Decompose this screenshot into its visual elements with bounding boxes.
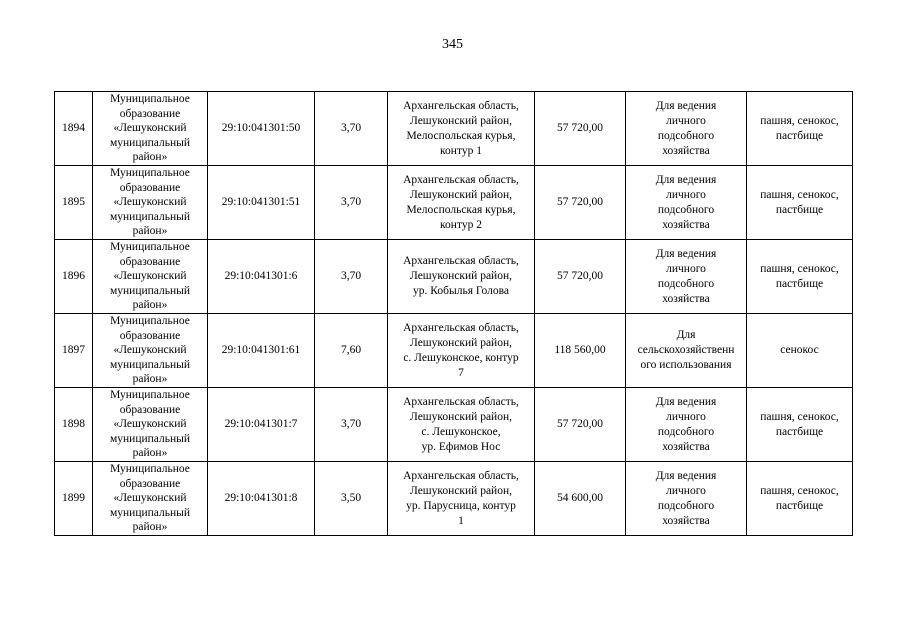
address-cell: Архангельская область, Лешуконский район, с. Лешуконское, контур 7 <box>388 314 535 388</box>
cost-cell: 118 560,00 <box>535 314 626 388</box>
purpose-cell: Для ведения личного подсобного хозяйства <box>626 92 747 166</box>
purpose-cell: Для ведения личного подсобного хозяйства <box>626 388 747 462</box>
usage-cell: сенокос <box>747 314 853 388</box>
cadastral-number: 29:10:041301:51 <box>208 166 315 240</box>
cadastral-number: 29:10:041301:8 <box>208 462 315 536</box>
page-number: 345 <box>442 37 463 52</box>
area-cell: 3,70 <box>315 388 388 462</box>
purpose-cell: Для ведения личного подсобного хозяйства <box>626 240 747 314</box>
record-number: 1897 <box>55 314 93 388</box>
table-row <box>55 314 853 388</box>
cadastral-number: 29:10:041301:61 <box>208 314 315 388</box>
purpose-cell: Для сельскохозяйственн ого использования <box>626 314 747 388</box>
owner-cell: Муниципальное образование «Лешуконский муниципальный район» <box>93 92 208 166</box>
area-cell: 3,70 <box>315 166 388 240</box>
area-cell: 3,70 <box>315 240 388 314</box>
address-cell: Архангельская область, Лешуконский район, ур. Кобылья Голова <box>388 240 535 314</box>
cost-cell: 57 720,00 <box>535 166 626 240</box>
usage-cell: пашня, сенокос, пастбище <box>747 388 853 462</box>
record-number: 1894 <box>55 92 93 166</box>
usage-cell: пашня, сенокос, пастбище <box>747 166 853 240</box>
table-row <box>55 462 853 536</box>
table-row <box>55 388 853 462</box>
record-number: 1895 <box>55 166 93 240</box>
table-row <box>55 92 853 166</box>
owner-cell: Муниципальное образование «Лешуконский муниципальный район» <box>93 462 208 536</box>
address-cell: Архангельская область, Лешуконский район, Мелоспольская курья, контур 1 <box>388 92 535 166</box>
record-number: 1898 <box>55 388 93 462</box>
owner-cell: Муниципальное образование «Лешуконский муниципальный район» <box>93 314 208 388</box>
address-cell: Архангельская область, Лешуконский район, с. Лешуконское, ур. Ефимов Нос <box>388 388 535 462</box>
cadastral-number: 29:10:041301:50 <box>208 92 315 166</box>
cost-cell: 57 720,00 <box>535 388 626 462</box>
usage-cell: пашня, сенокос, пастбище <box>747 240 853 314</box>
purpose-cell: Для ведения личного подсобного хозяйства <box>626 166 747 240</box>
owner-cell: Муниципальное образование «Лешуконский муниципальный район» <box>93 240 208 314</box>
usage-cell: пашня, сенокос, пастбище <box>747 462 853 536</box>
usage-cell: пашня, сенокос, пастбище <box>747 92 853 166</box>
area-cell: 3,70 <box>315 92 388 166</box>
table-row <box>55 240 853 314</box>
owner-cell: Муниципальное образование «Лешуконский муниципальный район» <box>93 166 208 240</box>
land-registry-table <box>54 91 853 536</box>
purpose-cell: Для ведения личного подсобного хозяйства <box>626 462 747 536</box>
area-cell: 3,50 <box>315 462 388 536</box>
cost-cell: 54 600,00 <box>535 462 626 536</box>
cost-cell: 57 720,00 <box>535 92 626 166</box>
cadastral-number: 29:10:041301:7 <box>208 388 315 462</box>
area-cell: 7,60 <box>315 314 388 388</box>
cadastral-number: 29:10:041301:6 <box>208 240 315 314</box>
cost-cell: 57 720,00 <box>535 240 626 314</box>
record-number: 1896 <box>55 240 93 314</box>
address-cell: Архангельская область, Лешуконский район, ур. Парусница, контур 1 <box>388 462 535 536</box>
address-cell: Архангельская область, Лешуконский район, Мелоспольская курья, контур 2 <box>388 166 535 240</box>
table-row <box>55 166 853 240</box>
owner-cell: Муниципальное образование «Лешуконский муниципальный район» <box>93 388 208 462</box>
record-number: 1899 <box>55 462 93 536</box>
